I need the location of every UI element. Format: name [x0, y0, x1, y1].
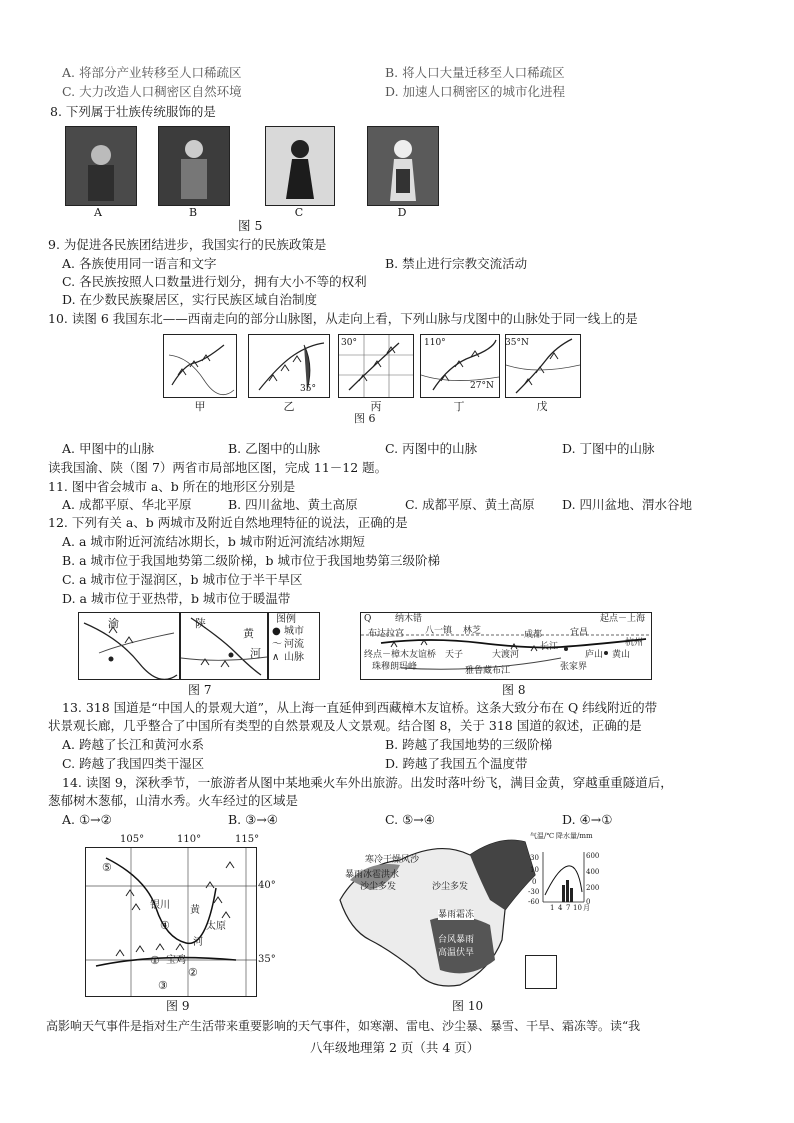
q12-option-b: B. a 城市位于我国地势第二级阶梯，b 城市位于我国地势第三级阶梯	[62, 553, 441, 568]
figure-7-map-chongqing	[78, 612, 180, 680]
figure-8-label-huangshan: 黄山	[612, 650, 631, 660]
figure-10-precip-axis-title: 降水量/mm	[556, 832, 593, 840]
q9-stem: 9. 为促进各民族团结进步，我国实行的民族政策是	[48, 237, 327, 252]
q12-option-a: A. a 城市附近河流结冰期长，b 城市附近河流结冰期短	[62, 534, 365, 549]
q10-option-d: D. 丁图中的山脉	[562, 441, 655, 456]
figure-10-region-typhoon: 台风暴雨	[438, 935, 475, 945]
q13-stem-line-2: 状景观长廊，几乎整合了中国所有类型的自然景观及人文景观。结合图 8，关于 318 国道的叙述，正确的是	[48, 718, 642, 733]
figure-9-region-3: ③	[158, 979, 168, 992]
river-legend-icon: ～	[272, 639, 282, 650]
mountain-legend-icon: ∧	[272, 652, 280, 663]
figure-8-label-hangzhou: 杭州	[625, 638, 644, 648]
figure-9-lat-40: 40°	[258, 880, 276, 891]
photo-label-c: C	[294, 206, 304, 219]
figure-8-label-lushan: 庐山	[585, 650, 604, 660]
q7-option-d: D. 加速人口稠密区的城市化进程	[385, 84, 566, 99]
q11-option-b: B. 四川盆地、黄土高原	[228, 497, 358, 512]
q9-option-b: B. 禁止进行宗教交流活动	[385, 256, 528, 271]
photo-option-b	[158, 126, 230, 206]
figure-8-label-everest: 珠穆朗玛峰	[372, 662, 418, 672]
figure-7-label-shaan: 陕	[195, 617, 206, 630]
q14-stem-line-2: 葱郁树木葱郁，山清水秀。火车经过的区域是	[48, 793, 299, 808]
figure-10-month-10: 10	[573, 904, 582, 912]
figure-7-legend-mountain: 山脉	[284, 652, 304, 663]
figure-10-temp-tick-minus60: -60	[528, 898, 540, 906]
figure-9-region-4: ④	[160, 919, 170, 932]
figure-8-label-q: Q	[364, 614, 372, 624]
figure-10-region-dust-1: 沙尘多发	[360, 882, 397, 892]
figure-10-temp-tick-30: 30	[530, 854, 539, 862]
figure-8-label-changjiang: 长江	[540, 642, 559, 652]
figure-9-region-1: ①	[150, 954, 160, 967]
figure-6-lat-label-35: 35°	[300, 384, 316, 394]
figure-8-label-tianzi: 天子	[445, 650, 464, 660]
figure-8-label-potala: 布达拉宫	[368, 629, 405, 639]
figure-6-map-jia	[163, 334, 237, 398]
q12-stem: 12. 下列有关 a、b 两城市及附近自然地理特征的说法，正确的是	[48, 515, 408, 530]
q11-option-d: D. 四川盆地、渭水谷地	[562, 497, 693, 512]
figure-8-label-yarlung: 雅鲁藏布江	[465, 666, 511, 676]
figure-8-label-bayi: 八一镇	[425, 626, 453, 636]
figure-8-label-start-shanghai: 起点－上海	[600, 614, 646, 624]
q13-option-c: C. 跨越了我国四类干湿区	[62, 756, 205, 771]
q14-option-a: A. ①→②	[62, 812, 112, 827]
q11-option-c: C. 成都平原、黄土高原	[405, 497, 535, 512]
city-legend-icon: ●	[272, 626, 281, 637]
intro-11-12: 读我国渝、陕（图 7）两省市局部地区图，完成 11－12 题。	[48, 460, 388, 475]
figure-6-label-yi: 乙	[283, 400, 295, 413]
photo-label-b: B	[188, 206, 198, 219]
figure-10-precip-tick-0: 0	[586, 898, 591, 906]
q9-option-d: D. 在少数民族聚居区，实行民族区域自治制度	[62, 292, 318, 307]
figure-6-map-yi	[248, 334, 330, 398]
figure-6-label-ding: 丁	[453, 400, 465, 413]
q11-stem: 11. 图中省会城市 a、b 所在的地形区分别是	[48, 479, 296, 494]
q13-option-b: B. 跨越了我国地势的三级阶梯	[385, 737, 553, 752]
photo-option-d	[367, 126, 439, 206]
photo-label-a: A	[94, 206, 102, 219]
figure-9-lon-105: 105°	[120, 834, 145, 845]
q10-stem: 10. 读图 6 我国东北——西南走向的部分山脉图，从走向上看，下列山脉与戊图中的山脉处于同一线上的是	[48, 311, 638, 326]
figure-7-legend-river: 河流	[284, 639, 304, 650]
figure-10-temp-tick-10: 10	[530, 866, 539, 874]
figure-8-label-dadu: 大渡河	[492, 650, 520, 660]
bottom-intro-text: 高影响天气事件是指对生产生活带来重要影响的天气事件，如寒潮、雷电、沙尘暴、暴雪、干旱、霜冻等。读“我	[46, 1019, 641, 1033]
figure-10-precip-tick-200: 200	[586, 884, 600, 892]
q13-option-d: D. 跨越了我国五个温度带	[385, 756, 528, 771]
q7-option-c: C. 大力改造人口稠密区自然环境	[62, 84, 242, 99]
figure-6-lat-label-35n: 35°N	[505, 338, 529, 348]
figure-10-precip-tick-400: 400	[586, 868, 600, 876]
figure-10-temp-tick-minus30: -30	[528, 888, 540, 896]
figure-9-label-baoji: 宝鸡	[166, 955, 186, 966]
q10-option-a: A. 甲图中的山脉	[62, 441, 154, 456]
figure-7-label-he: 河	[250, 647, 261, 660]
photo-label-d: D	[397, 206, 407, 219]
figure-9-label-he: 河	[193, 937, 203, 948]
figure-8-label-yichang: 宜昌	[570, 628, 589, 638]
figure-9-caption: 图 9	[166, 999, 190, 1013]
q7-option-b: B. 将人口大量迁移至人口稀疏区	[385, 65, 565, 80]
figure-8-label-nyingchi: 林芝	[463, 626, 482, 636]
q10-option-c: C. 丙图中的山脉	[385, 441, 478, 456]
figure-7-caption: 图 7	[188, 683, 212, 697]
q9-option-c: C. 各民族按照人口数量进行划分，拥有大小不等的权利	[62, 274, 367, 289]
q14-option-d: D. ④→①	[562, 812, 613, 827]
figure-5-caption: 图 5	[238, 218, 263, 233]
figure-9-lon-110: 110°	[177, 834, 202, 845]
figure-9-lon-115: 115°	[235, 834, 260, 845]
figure-9-label-yinchuan: 银川	[150, 900, 170, 911]
figure-8-caption: 图 8	[502, 683, 526, 697]
figure-9-region-5: ⑤	[102, 861, 112, 874]
figure-9-lat-35: 35°	[258, 954, 276, 965]
figure-10-month-4: 4	[558, 904, 563, 912]
photo-option-a	[65, 126, 137, 206]
q14-stem-line-1: 14. 读图 9，深秋季节，一旅游者从图中某地乘火车外出旅游。出发时落叶纷飞，满目金黄，穿越重重隧道后，	[62, 775, 673, 790]
figure-9-label-taiyuan: 太原	[206, 921, 226, 932]
figure-10-temp-tick-0: 0	[532, 878, 537, 886]
figure-7-legend-city: 城市	[284, 626, 304, 637]
q14-option-c: C. ⑤→④	[385, 812, 435, 827]
figure-6-lon-label: 110°	[424, 338, 446, 348]
figure-6-lat-label-27n: 27°N	[470, 381, 494, 391]
figure-10-region-rain-frost: 暴雨霜冻	[438, 910, 475, 920]
figure-6-label-wu: 戊	[536, 400, 548, 413]
q12-option-c: C. a 城市位于湿润区，b 城市位于半干旱区	[62, 572, 303, 587]
figure-8-label-chengdu: 成都	[524, 630, 543, 640]
figure-10-month-1: 1	[550, 904, 555, 912]
figure-6-label-bing: 丙	[370, 400, 382, 413]
q9-option-a: A. 各族使用同一语言和文字	[62, 256, 217, 271]
figure-8-label-zhangjiajie: 张家界	[560, 662, 588, 672]
q7-option-a: A. 将部分产业转移至人口稀疏区	[62, 65, 242, 80]
photo-option-c	[265, 126, 335, 206]
figure-7-label-huang: 黄	[243, 627, 254, 640]
figure-9-region-2: ②	[188, 966, 198, 979]
figure-10-south-sea-inset	[525, 955, 557, 989]
figure-7-legend-title: 图例	[276, 614, 296, 625]
figure-10-temp-axis-title: 气温/℃	[530, 832, 555, 840]
figure-7-label-yu: 渝	[108, 617, 119, 630]
figure-10-region-cold: 寒冷干燥风沙	[365, 855, 420, 865]
q12-option-d: D. a 城市位于亚热带，b 城市位于暖温带	[62, 591, 291, 606]
figure-10-region-dust-2: 沙尘多发	[432, 882, 469, 892]
figure-10-region-hail: 暴雨冰雹洪水	[345, 870, 400, 880]
page-footer: 八年级地理第 2 页（共 4 页）	[310, 1040, 480, 1055]
figure-10-month-7: 7	[566, 904, 571, 912]
figure-6-label-jia: 甲	[194, 400, 206, 413]
figure-8-label-namco: 纳木错	[395, 614, 423, 624]
q13-stem-line-1: 13. 318 国道是“中国人的景观大道”，从上海一直延伸到西藏樟木友谊桥。这条大致分布在 Q 纬线附近的带	[62, 700, 658, 715]
figure-8-label-end-zhangmu: 终点－樟木友谊桥	[364, 650, 437, 660]
q10-option-b: B. 乙图中的山脉	[228, 441, 321, 456]
q14-option-b: B. ③→④	[228, 812, 279, 827]
figure-9-label-huang: 黄	[190, 905, 200, 916]
figure-10-precip-tick-600: 600	[586, 852, 600, 860]
q11-option-a: A. 成都平原、华北平原	[62, 497, 192, 512]
figure-6-caption: 图 6	[354, 412, 376, 425]
figure-6-lat-label-30: 30°	[341, 338, 357, 348]
figure-10-caption: 图 10	[452, 999, 484, 1013]
figure-10-month-unit: 月	[583, 904, 590, 912]
q8-stem: 8. 下列属于壮族传统服饰的是	[50, 104, 216, 119]
figure-10-region-heat: 高温伏旱	[438, 948, 475, 958]
q13-option-a: A. 跨越了长江和黄河水系	[62, 737, 204, 752]
